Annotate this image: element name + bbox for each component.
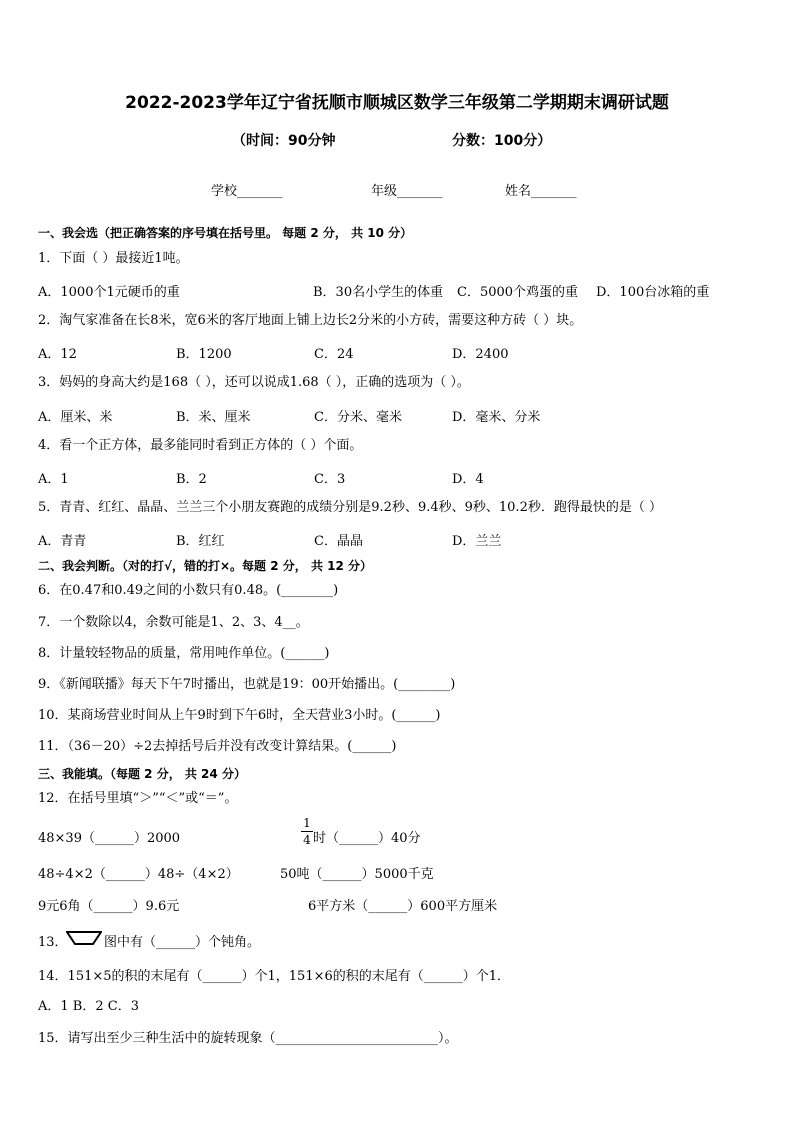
section-heading-1: 一、我会选（把正确答案的序号填在括号里。 每题 2 分， 共 10 分） — [38, 226, 413, 240]
q12-compare-3: 48÷4×2（______）48÷（4×2） — [38, 867, 239, 882]
fraction-bar — [301, 831, 313, 832]
page-title: 2022-2023学年辽宁省抚顺市顺城区数学三年级第二学期期末调研试题 — [125, 93, 669, 113]
q5-option-b: B．红红 — [176, 534, 225, 549]
q12-compare-4: 50吨（______）5000千克 — [280, 867, 434, 882]
q4-option-d: D．4 — [452, 472, 484, 487]
q4-option-c: C．3 — [314, 472, 346, 487]
q4-option-b: B．2 — [176, 472, 207, 487]
question-5: 5．青青、红红、晶晶、兰兰三个小朋友赛跑的成绩分别是9.2秒、9.4秒、9秒、10.2秒．跑得最快的是（ ） — [38, 500, 662, 515]
question-13-number: 13． — [38, 935, 68, 950]
question-8: 8．计量较轻物品的质量，常用吨作单位。(______) — [38, 646, 330, 661]
exam-score: 分数：100分） — [452, 133, 552, 149]
fraction-one-quarter — [301, 816, 313, 847]
q5-option-a: A．青青 — [38, 534, 87, 549]
q2-option-b: B．1200 — [176, 347, 232, 362]
q3-option-c: C．分米、毫米 — [314, 410, 402, 425]
trapezoid-figure — [66, 930, 102, 946]
question-13: 图中有（______）个钝角。 — [104, 935, 261, 950]
q5-option-c: C．晶晶 — [314, 534, 363, 549]
q3-option-d: D．毫米、分米 — [452, 410, 541, 425]
question-12: 12．在括号里填“＞”“＜”或“＝”。 — [38, 791, 238, 806]
question-1: 1．下面（ ）最接近1吨。 — [38, 251, 189, 266]
question-2: 2．淘气家准备在长8米，宽6米的客厅地面上铺上边长2分米的小方砖，需要这种方砖（ ）块。 — [38, 313, 583, 328]
question-15: 15．请写出至少三种生活中的旋转现象（_________________________）。 — [38, 1031, 458, 1046]
question-10: 10．某商场营业时间从上午9时到下午6时，全天营业3小时。(______) — [38, 708, 441, 723]
fraction-numerator: 1 — [303, 816, 311, 830]
q2-option-c: C．24 — [314, 347, 354, 362]
question-4: 4．看一个正方体，最多能同时看到正方体的（ ）个面。 — [38, 438, 363, 453]
q2-option-d: D．2400 — [452, 347, 509, 362]
q12-compare-5: 9元6角（______）9.6元 — [38, 899, 180, 914]
q2-option-a: A．12 — [38, 347, 77, 362]
q12-compare-6: 6平方米（______）600平方厘米 — [308, 899, 498, 914]
grade-field: 年级_______ — [371, 184, 443, 199]
question-6: 6．在0.47和0.49之间的小数只有0.48。(________) — [38, 583, 339, 598]
exam-time: （时间：90分钟 — [232, 133, 336, 149]
q12-compare-2: 时（______）40分 — [313, 831, 421, 846]
question-11: 11．（36－20）÷2去掉括号后并没有改变计算结果。(______) — [38, 739, 397, 754]
q3-option-a: A．厘米、米 — [38, 410, 113, 425]
school-field: 学校_______ — [211, 184, 283, 199]
question-3: 3．妈妈的身高大约是168（ ），还可以说成1.68（ ），正确的选项为（ ）。 — [38, 375, 470, 390]
q1-option-c: C．5000个鸡蛋的重 — [457, 285, 579, 300]
q4-option-a: A．1 — [38, 472, 69, 487]
fraction-denominator: 4 — [303, 833, 311, 847]
q3-option-b: B．米、厘米 — [176, 410, 251, 425]
q12-compare-1: 48×39（______）2000 — [38, 831, 181, 846]
q1-option-b: B．30名小学生的体重 — [313, 285, 444, 300]
q1-option-d: D．100台冰箱的重 — [596, 285, 710, 300]
q5-option-d: D．兰兰 — [452, 534, 502, 549]
section-heading-3: 三、我能填。（每题 2 分， 共 24 分） — [38, 767, 246, 781]
question-14: 14．151×5的积的末尾有（______）个1，151×6的积的末尾有（______）个1． — [38, 969, 511, 984]
name-field: 姓名_______ — [505, 184, 577, 199]
section-heading-2: 二、我会判断。（对的打√，错的打×。每题 2 分， 共 12 分） — [38, 559, 372, 573]
q1-option-a: A．1000个1元硬币的重 — [38, 285, 180, 300]
question-7: 7．一个数除以4，余数可能是1、2、3、4__。 — [38, 615, 309, 630]
q14-options: A．1 B．2 C．3 — [38, 999, 139, 1014]
question-9: 9．《新闻联播》每天下午7时播出，也就是19：00开始播出。(________) — [38, 677, 456, 692]
